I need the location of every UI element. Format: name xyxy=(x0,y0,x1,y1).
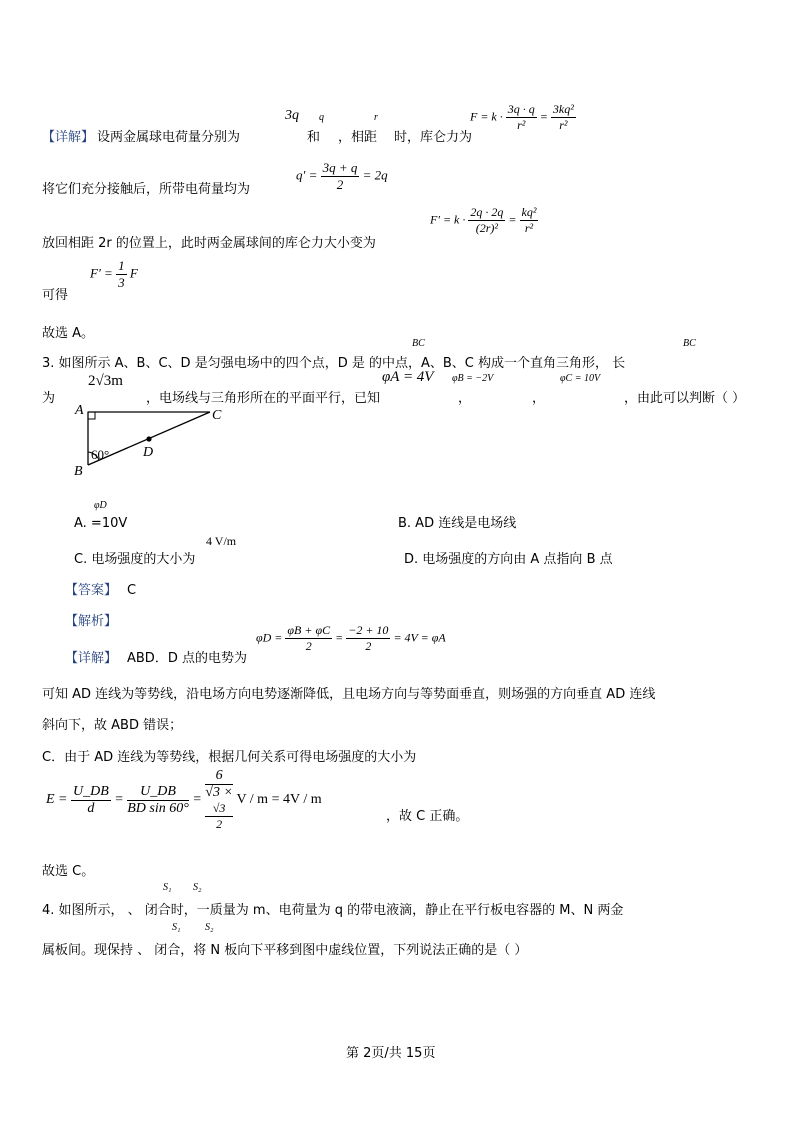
paragraph-text: ，故 C 正确。 xyxy=(386,809,469,824)
formula-part: φD = xyxy=(256,630,283,645)
option-a: A. =10V xyxy=(74,516,128,531)
angle-label: 60° xyxy=(91,447,110,462)
punctuation: ， xyxy=(532,391,546,406)
formula-numerator: U_DB xyxy=(127,784,189,801)
segment-bc: BC xyxy=(412,338,425,349)
paragraph-text: 斜向下，故 ABD 错误； xyxy=(42,718,183,733)
formula-numerator: 3q · q xyxy=(507,102,535,116)
answer-label: 【答案】 xyxy=(65,583,118,598)
formula-part: = 2q xyxy=(362,167,388,183)
paragraph-text: 和 xyxy=(307,130,321,145)
formula-denominator: √3 × xyxy=(205,785,233,800)
question-text: 4. 如图所示， 、 闭合时，一质量为 m、电荷量为 q 的带电液滴，静止在平行板电容器的 M、N 两金 xyxy=(42,903,624,918)
conclusion-text: 故选 A。 xyxy=(42,326,95,341)
formula-denominator: 2 xyxy=(216,817,223,831)
formula-numerator: 3q + q xyxy=(322,160,358,175)
formula-part: F = k · xyxy=(470,109,503,124)
potential-b: φB = −2V xyxy=(452,373,494,384)
formula-numerator: 3kq² xyxy=(552,102,574,116)
formula-part: F xyxy=(129,265,138,281)
distance-r: r xyxy=(374,112,378,123)
formula-part: F′ = k · xyxy=(430,212,466,227)
charge-q: q xyxy=(319,112,324,123)
option-c: C. 电场强度的大小为 xyxy=(74,552,196,567)
coulomb-formula-2 xyxy=(430,205,538,236)
formula-denominator: r² xyxy=(517,118,526,132)
point-d xyxy=(146,436,151,441)
question-text: 为 xyxy=(42,391,56,406)
formula-numerator: φB + φC xyxy=(287,623,331,637)
label-a: A xyxy=(75,403,84,418)
formula-denominator: 2 xyxy=(305,639,312,653)
label-b: B xyxy=(74,464,83,479)
option-d: D. 电场强度的方向由 A 点指向 B 点 xyxy=(404,552,613,567)
formula-part: V / m = 4V / m xyxy=(236,792,322,808)
paragraph-text: 将它们充分接触后，所带电荷量均为 xyxy=(42,182,251,197)
potential-a: φA = 4V xyxy=(382,369,434,385)
question-text: 属板间。现保持 、 闭合，将 N 板向下平移到图中虚线位置，下列说法正确的是（ ） xyxy=(42,943,528,958)
formula-numerator: −2 + 10 xyxy=(348,623,389,637)
potential-c: φC = 10V xyxy=(560,373,601,384)
formula-numerator: 1 xyxy=(118,258,125,273)
formula-part: = 4V = φA xyxy=(393,630,446,645)
formula-part: = xyxy=(539,109,548,124)
potential-d-formula xyxy=(256,623,446,654)
formula-denominator: 2 xyxy=(336,177,344,192)
charge-formula xyxy=(296,160,388,193)
paragraph-text: 放回相距 2r 的位置上，此时两金属球间的库仑力大小变为 xyxy=(42,236,376,251)
switch-s1: S₁ xyxy=(172,922,181,933)
segment-bc: BC xyxy=(683,338,696,349)
side-length: 2√3m xyxy=(88,373,123,389)
analysis-label: 【解析】 xyxy=(65,614,118,629)
paragraph-text: C．由于 AD 连线为等势线，根据几何关系可得电场强度的大小为 xyxy=(42,750,417,765)
formula-denominator: 3 xyxy=(118,275,125,290)
formula-part: q′ = xyxy=(296,167,318,183)
paragraph-text: 可得 xyxy=(42,288,69,303)
detail-label: 【详解】 xyxy=(65,651,118,666)
page-number: 第 2页/共 15页 xyxy=(346,1046,436,1061)
switch-s2: S₂ xyxy=(205,922,214,933)
formula-numerator: 2q · 2q xyxy=(470,205,504,219)
switch-s1: S₁ xyxy=(163,882,172,893)
formula-numerator: √3 xyxy=(205,801,233,817)
formula-denominator: r² xyxy=(559,118,568,132)
formula-part: = xyxy=(192,792,202,808)
formula-numerator: 6 xyxy=(205,768,233,785)
field-unit: 4 V/m xyxy=(206,534,237,548)
formula-part: = xyxy=(114,792,124,808)
conclusion-text: 故选 C。 xyxy=(42,864,95,879)
formula-part: = xyxy=(335,630,344,645)
coulomb-formula xyxy=(470,102,576,133)
option-b: B. AD 连线是电场线 xyxy=(398,516,517,531)
question-text: ，由此可以判断（ ） xyxy=(624,391,746,406)
paragraph-text: 可知 AD 连线为等势线，沿电场方向电势逐渐降低，且电场方向与等势面垂直，则场强的方向垂直 AD 连线 xyxy=(42,687,656,702)
question-text: 3. 如图所示 A、B、C、D 是匀强电场中的四个点，D 是 的中点，A、B、C 构成一个直角三角形， 长 xyxy=(42,356,626,371)
switch-s2: S₂ xyxy=(193,882,202,893)
paragraph-text: ABD．D 点的电势为 xyxy=(127,651,247,666)
punctuation: ， xyxy=(458,391,472,406)
ratio-formula xyxy=(90,258,138,291)
question-text: ，电场线与三角形所在的平面平行，已知 xyxy=(146,391,381,406)
detail-label: 【详解】 xyxy=(42,130,95,145)
right-angle-mark xyxy=(88,412,95,419)
formula-part: E = xyxy=(46,792,68,808)
paragraph-text: ，相距 xyxy=(338,130,378,145)
formula-denominator: d xyxy=(87,800,95,816)
formula-denominator: (2r)² xyxy=(475,221,499,235)
paragraph-text: 设两金属球电荷量分别为 xyxy=(97,130,241,145)
formula-numerator: kq² xyxy=(521,205,537,219)
formula-denominator: 2 xyxy=(365,639,372,653)
label-d: D xyxy=(143,445,154,460)
field-strength-formula xyxy=(46,768,322,832)
formula-part: = xyxy=(508,212,517,227)
answer-value: C xyxy=(127,583,137,598)
formula-part: F′ = xyxy=(90,265,113,281)
formula-denominator: r² xyxy=(524,221,534,235)
formula-numerator: U_DB xyxy=(73,783,109,799)
formula-denominator: BD sin 60° xyxy=(127,800,189,816)
paragraph-text: 时，库仑力为 xyxy=(394,130,473,145)
charge-3q: 3q xyxy=(285,108,299,123)
label-c: C xyxy=(212,408,222,423)
potential-d: φD xyxy=(94,500,107,511)
